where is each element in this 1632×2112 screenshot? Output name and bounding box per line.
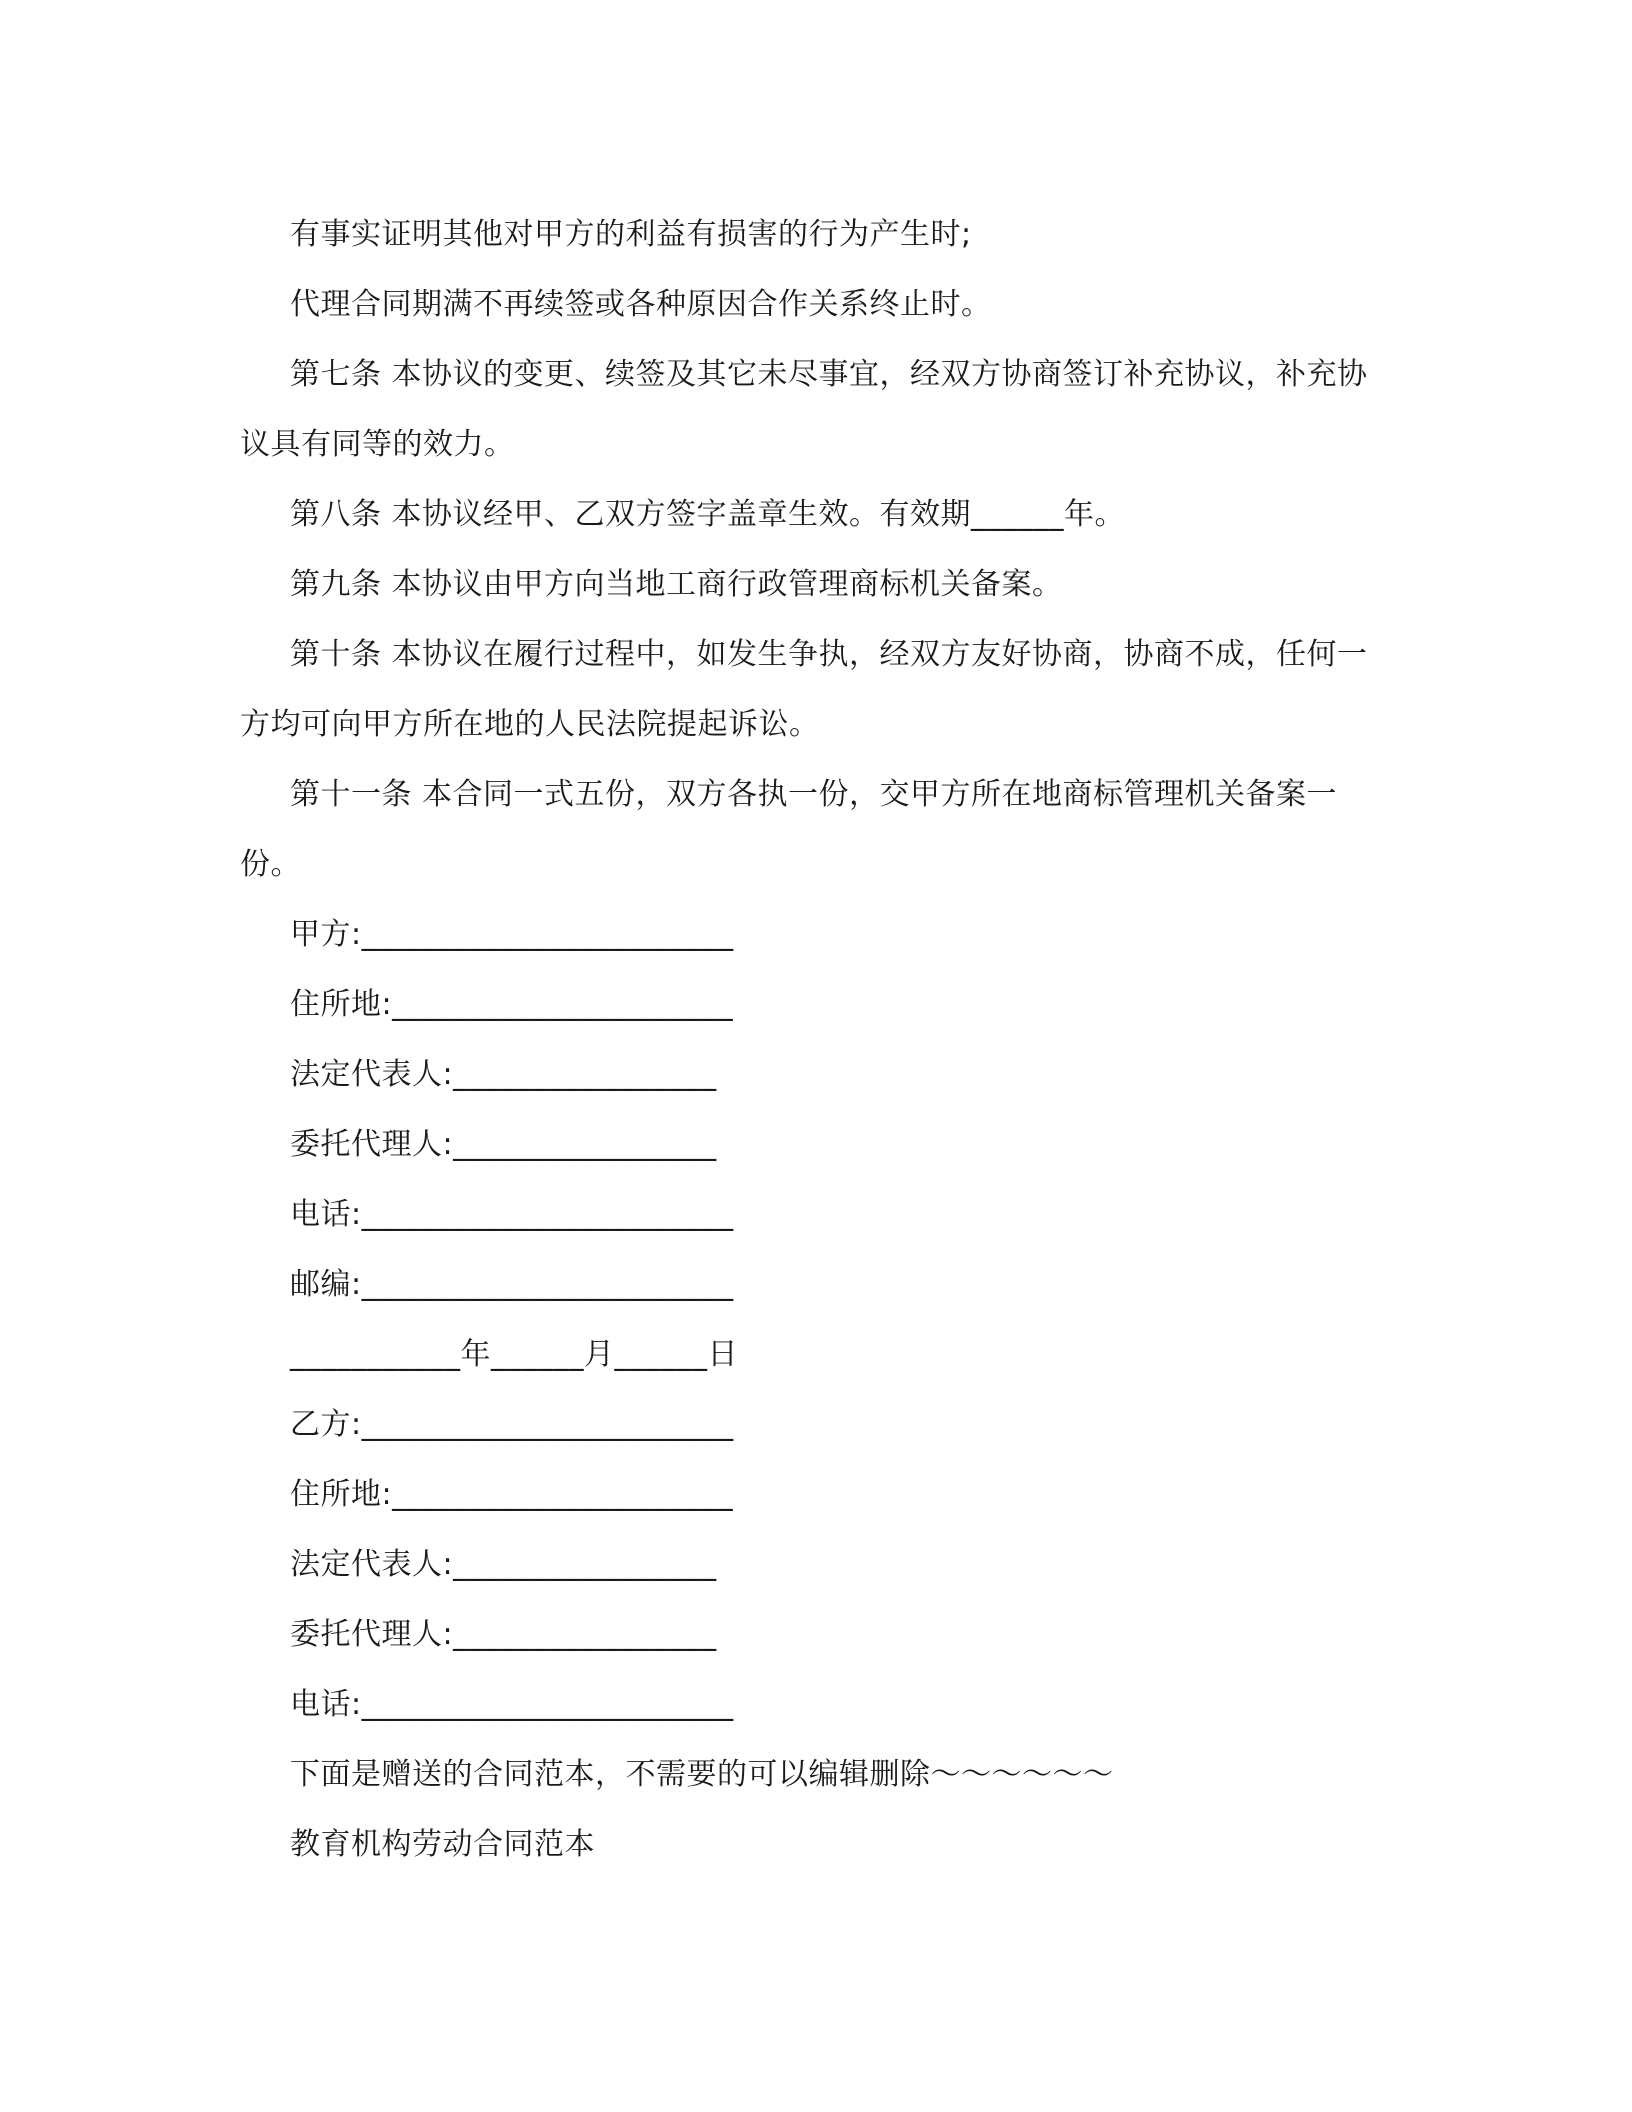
- article-10: 第十条 本协议在履行过程中，如发生争执，经双方友好协商，协商不成，任何一方均可向甲方所在地的人民法院提起诉讼。: [240, 637, 1368, 742]
- party-a-agent: 委托代理人:_________________: [290, 1127, 717, 1162]
- party-b-address: 住所地:______________________: [290, 1477, 734, 1512]
- party-a-address: 住所地:______________________: [290, 987, 734, 1022]
- paragraph-contract-expiry: 代理合同期满不再续签或各种原因合作关系终止时。: [290, 287, 992, 322]
- party-b-legal-rep: 法定代表人:_________________: [290, 1547, 717, 1582]
- party-b-name: 乙方:________________________: [290, 1407, 734, 1442]
- party-a-phone: 电话:________________________: [290, 1197, 734, 1232]
- article-9: 第九条 本协议由甲方向当地工商行政管理商标机关备案。: [290, 567, 1063, 602]
- article-8: 第八条 本协议经甲、乙双方签字盖章生效。有效期______年。: [290, 497, 1126, 532]
- bonus-template-note: 下面是赠送的合同范本，不需要的可以编辑删除～～～～～～: [290, 1757, 1114, 1792]
- article-11: 第十一条 本合同一式五份，双方各执一份，交甲方所在地商标管理机关备案一份。: [240, 777, 1338, 882]
- party-b-agent: 委托代理人:_________________: [290, 1617, 717, 1652]
- party-a-name: 甲方:________________________: [290, 917, 734, 952]
- document-body: [240, 200, 1380, 1880]
- signing-date: ___________年______月______日: [290, 1337, 738, 1372]
- next-template-title: 教育机构劳动合同范本: [290, 1827, 595, 1862]
- party-b-phone: 电话:________________________: [290, 1687, 734, 1722]
- party-a-legal-rep: 法定代表人:_________________: [290, 1057, 717, 1092]
- party-a-postcode: 邮编:________________________: [290, 1267, 734, 1302]
- paragraph-damage-clause: 有事实证明其他对甲方的利益有损害的行为产生时;: [290, 217, 972, 252]
- article-7: 第七条 本协议的变更、续签及其它未尽事宜，经双方协商签订补充协议，补充协议具有同等的效力。: [240, 357, 1368, 462]
